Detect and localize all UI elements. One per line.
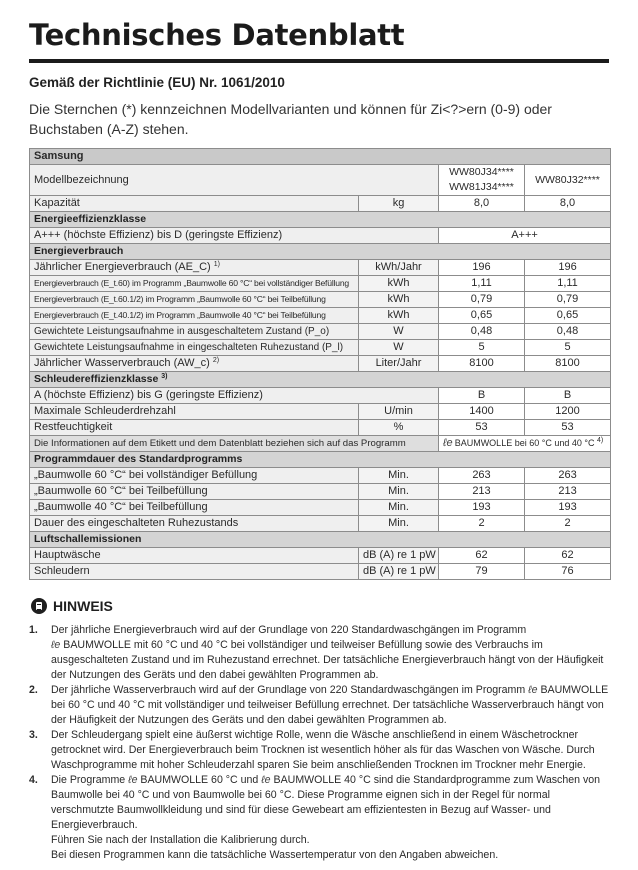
row-label: Dauer des eingeschalteten Ruhezustands	[30, 516, 359, 532]
row-value: 1400	[439, 404, 525, 420]
program-text: BAUMWOLLE bei 60 °C und 40 °C	[454, 438, 595, 448]
title-rule	[29, 59, 609, 63]
row-value: B	[525, 388, 611, 404]
note-item	[29, 683, 609, 728]
section-header: Energieverbrauch	[30, 244, 611, 260]
row-value: 79	[439, 564, 525, 580]
table-row	[30, 436, 611, 452]
row-value: 2	[525, 516, 611, 532]
section-row	[30, 212, 611, 228]
note-item	[29, 773, 609, 863]
row-unit: kg	[359, 196, 439, 212]
note-number: 1.	[29, 624, 38, 636]
table-row	[30, 196, 611, 212]
note-number: 2.	[29, 684, 38, 696]
row-label: „Baumwolle 60 °C“ bei vollständiger Befüllung	[30, 468, 359, 484]
row-unit: Min.	[359, 468, 439, 484]
row-value: 2	[439, 516, 525, 532]
row-value: 53	[525, 420, 611, 436]
row-unit: W	[359, 340, 439, 356]
row-value: 0,48	[525, 324, 611, 340]
row-value: 213	[525, 484, 611, 500]
row-unit: U/min	[359, 404, 439, 420]
model-row	[30, 165, 611, 196]
row-value: A+++	[439, 228, 611, 244]
section-header: Energieeffizienzklasse	[30, 212, 611, 228]
row-value: 8100	[525, 356, 611, 372]
model-name: WW81J34****	[449, 181, 514, 193]
row-value: 0,79	[525, 292, 611, 308]
eco-cotton-icon: ℓe	[528, 684, 538, 696]
note-text: Der Schleudergang spielt eine äußerst wichtige Rolle, wenn die Wäsche anschließend in einem Wäschetrockner getrocknet wird. Der Energieverbrauch beim Trocknen ist wesentlich höher als für das Waschen von Wäsche. Durch Waschprogramme mit hoher Schleuderzahl sparen Sie beim anschließenden Trocknen im Trockner mehr Energie.	[51, 729, 595, 771]
brand-name: Samsung	[30, 149, 611, 165]
notes-heading	[31, 598, 113, 614]
section-row	[30, 532, 611, 548]
row-value: 263	[525, 468, 611, 484]
row-label: Die Informationen auf dem Etikett und dem Datenblatt beziehen sich auf das Programm	[30, 436, 439, 452]
row-value: 62	[525, 548, 611, 564]
model-name: WW80J34****	[449, 166, 514, 178]
table-row	[30, 548, 611, 564]
row-value: 0,79	[439, 292, 525, 308]
row-label: Schleudern	[30, 564, 359, 580]
row-value: 0,65	[439, 308, 525, 324]
table-row	[30, 340, 611, 356]
table-row	[30, 228, 611, 244]
note-text: BAUMWOLLE mit 60 °C und 40 °C bei vollständiger und teilweiser Befüllung sowie des Verbrauchs im ausgeschalteten Zustand und im Ruhezustand errechnet. Der tatsächliche Energieverbrauch hängt von der Häufigkeit der Nutzungen des Geräts und den dabei gewählten Programmen ab.	[51, 639, 604, 681]
section-row	[30, 372, 611, 388]
brand-row	[30, 149, 611, 165]
row-label: „Baumwolle 40 °C“ bei Teilbefüllung	[30, 500, 359, 516]
table-row	[30, 420, 611, 436]
table-row	[30, 356, 611, 372]
row-value: 8100	[439, 356, 525, 372]
note-icon	[31, 598, 47, 614]
model-col-2: WW80J32****	[525, 165, 611, 196]
footnote-ref: 2)	[212, 357, 220, 364]
table-row	[30, 500, 611, 516]
row-unit: dB (A) re 1 pW	[359, 564, 439, 580]
section-header	[30, 372, 611, 388]
table-row	[30, 308, 611, 324]
table-row	[30, 276, 611, 292]
note-text: Der jährliche Energieverbrauch wird auf der Grundlage von 220 Standardwaschgängen im Programm	[51, 624, 527, 636]
table-row	[30, 260, 611, 276]
row-label: Kapazität	[30, 196, 359, 212]
note-item	[29, 623, 609, 683]
row-unit: Min.	[359, 516, 439, 532]
row-unit: kWh	[359, 308, 439, 324]
section-header: Luftschallemissionen	[30, 532, 611, 548]
row-label: Energieverbrauch (E_t.60) im Programm „Baumwolle 60 °C“ bei vollständiger Befüllung	[30, 276, 359, 292]
row-label: Gewichtete Leistungsaufnahme in ausgeschaltetem Zustand (P_o)	[30, 324, 359, 340]
row-label: Gewichtete Leistungsaufnahme in eingeschalteten Ruhezustand (P_l)	[30, 340, 359, 356]
row-value: 0,48	[439, 324, 525, 340]
intro-text: Die Sternchen (*) kennzeichnen Modellvarianten und können für Zi<?>ern (0-9) oder Buchstaben (A-Z) stehen.	[29, 101, 552, 137]
row-value: 5	[525, 340, 611, 356]
row-value: 1,11	[439, 276, 525, 292]
row-value: 193	[439, 500, 525, 516]
row-value: 213	[439, 484, 525, 500]
row-label: Energieverbrauch (E_t.40.1/2) im Programm „Baumwolle 40 °C“ bei Teilbefüllung	[30, 308, 359, 324]
row-label: A (höchste Effizienz) bis G (geringste Effizienz)	[30, 388, 439, 404]
eco-cotton-icon: ℓe	[128, 774, 138, 786]
table-row	[30, 484, 611, 500]
table-row	[30, 292, 611, 308]
row-label: A+++ (höchste Effizienz) bis D (geringste Effizienz)	[30, 228, 439, 244]
row-value: 8,0	[525, 196, 611, 212]
row-value: 1200	[525, 404, 611, 420]
table-row	[30, 468, 611, 484]
row-value: 5	[439, 340, 525, 356]
row-value: 76	[525, 564, 611, 580]
model-col-1	[439, 165, 525, 196]
page-title: Technisches Datenblatt	[29, 18, 405, 52]
directive-subtitle: Gemäß der Richtlinie (EU) Nr. 1061/2010	[29, 75, 285, 90]
spec-table	[29, 148, 611, 580]
row-value: 62	[439, 548, 525, 564]
note-text: Führen Sie nach der Installation die Kalibrierung durch.	[51, 834, 310, 846]
note-text: Der jährliche Wasserverbrauch wird auf der Grundlage von 220 Standardwaschgängen im Programm	[51, 684, 526, 696]
row-value: 193	[525, 500, 611, 516]
footnote-ref: 1)	[213, 261, 220, 268]
row-value	[439, 436, 611, 452]
row-label: Maximale Schleuderdrehzahl	[30, 404, 359, 420]
row-value: 263	[439, 468, 525, 484]
row-value: 196	[439, 260, 525, 276]
row-label: Hauptwäsche	[30, 548, 359, 564]
row-value: 8,0	[439, 196, 525, 212]
section-header: Programmdauer des Standardprogramms	[30, 452, 611, 468]
note-number: 3.	[29, 729, 38, 741]
row-unit: %	[359, 420, 439, 436]
note-number: 4.	[29, 774, 38, 786]
row-value: 0,65	[525, 308, 611, 324]
notes-list	[29, 623, 609, 863]
row-value: B	[439, 388, 525, 404]
row-unit: kWh	[359, 292, 439, 308]
row-label	[30, 356, 359, 372]
row-unit: dB (A) re 1 pW	[359, 548, 439, 564]
section-text: Schleudereffizienzklasse	[34, 373, 159, 385]
note-text: Bei diesen Programmen kann die tatsächliche Wassertemperatur von den Angaben abweichen.	[51, 849, 499, 861]
table-row	[30, 516, 611, 532]
eco-cotton-icon: ℓe	[51, 639, 61, 651]
note-text: Die Programme	[51, 774, 126, 786]
row-unit: kWh	[359, 276, 439, 292]
row-unit: W	[359, 324, 439, 340]
note-item	[29, 728, 609, 773]
label-text: Jährlicher Energieverbrauch (AE_C)	[34, 261, 211, 273]
eco-cotton-icon: ℓe	[261, 774, 271, 786]
row-value: 196	[525, 260, 611, 276]
row-value: 53	[439, 420, 525, 436]
model-label: Modellbezeichnung	[30, 165, 439, 196]
table-row	[30, 388, 611, 404]
row-label: Energieverbrauch (E_t.60.1/2) im Programm „Baumwolle 60 °C“ bei Teilbefüllung	[30, 292, 359, 308]
row-unit: Min.	[359, 484, 439, 500]
notes-heading-label: HINWEIS	[53, 598, 113, 614]
footnote-ref: 4)	[596, 437, 604, 444]
eco-cotton-icon: ℓe	[443, 437, 453, 449]
label-text: Jährlicher Wasserverbrauch (AW_c)	[34, 357, 210, 369]
table-row	[30, 564, 611, 580]
footnote-ref: 3)	[161, 373, 168, 380]
row-label	[30, 260, 359, 276]
note-text: BAUMWOLLE 60 °C und	[140, 774, 259, 786]
row-label: „Baumwolle 60 °C“ bei Teilbefüllung	[30, 484, 359, 500]
section-row	[30, 452, 611, 468]
note-text: BAUMWOLLE 40 °C sind die Standardprogramme zum Waschen von Baumwolle bei 40 °C und von Baumwolle bei 60 °C. Diese Programme eignen sich in der Regel für normal verschmutzte Baumwollkleidung und sind für diese Gewebeart am effizientesten in Bezug auf Wasser- und Energieverbrauch.	[51, 774, 601, 831]
table-row	[30, 404, 611, 420]
row-unit: Liter/Jahr	[359, 356, 439, 372]
section-row	[30, 244, 611, 260]
row-unit: kWh/Jahr	[359, 260, 439, 276]
row-label: Restfeuchtigkeit	[30, 420, 359, 436]
note-text: BAUMWOLLE bei 60 °C und 40 °C mit vollständiger und teilweiser Befüllung errechnet. Der tatsächliche Wasserverbrauch hängt von der Häufigkeit der Nutzungen des Geräts und den dabei gewählten Programmen ab.	[51, 684, 609, 726]
table-row	[30, 324, 611, 340]
row-unit: Min.	[359, 500, 439, 516]
row-value: 1,11	[525, 276, 611, 292]
